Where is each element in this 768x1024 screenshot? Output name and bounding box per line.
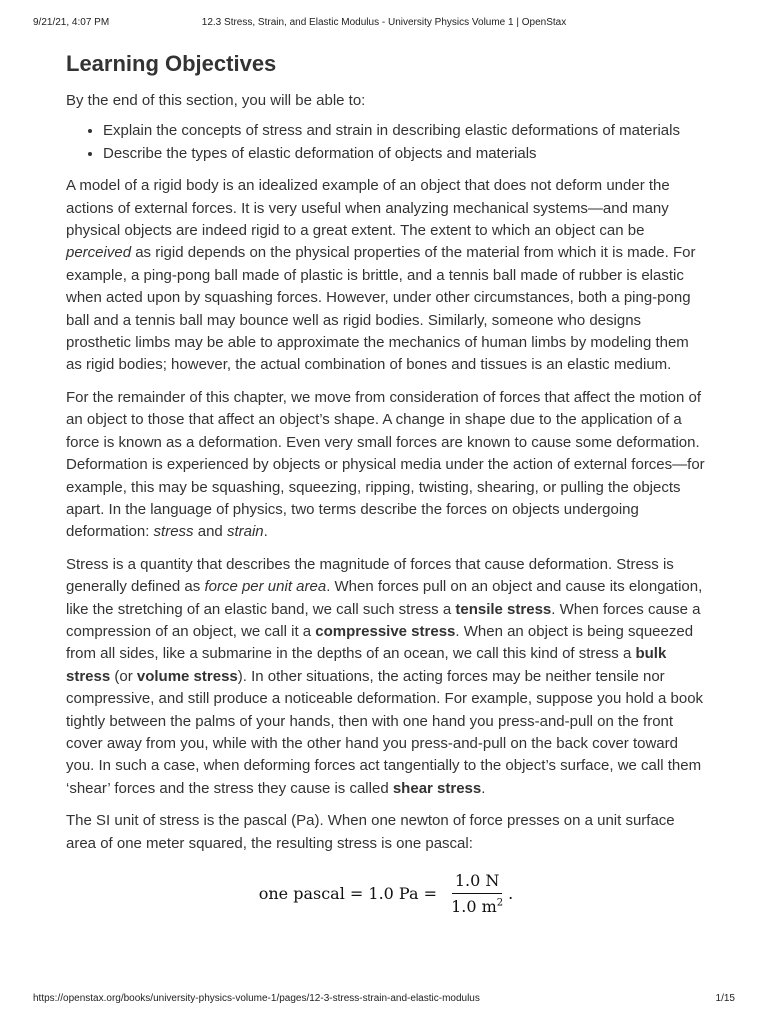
text-run: A model of a rigid body is an idealized example of an object that does not deform under the actions of external forces. It is very useful when analyzing mechanical systems—and many physical objects are indeed rigid to a great extent. The extent to which an object can be — [66, 177, 670, 240]
emphasis-perceived: perceived — [66, 244, 132, 262]
emphasis-strain: strain — [226, 523, 264, 541]
text-run: . — [263, 523, 268, 541]
text-run: Stress is a quantity that describes the magnitude of forces that cause deformation. Stress is generally defined as — [66, 555, 674, 596]
text-run: (or — [110, 667, 137, 685]
paragraph-deformation — [66, 387, 706, 544]
print-page-title: 12.3 Stress, Strain, and Elastic Modulus - University Physics Volume 1 | OpenStax — [201, 17, 567, 28]
page-number: 1/15 — [715, 993, 735, 1004]
paragraph-si-unit: The SI unit of stress is the pascal (Pa). When one newton of force presses on a unit surface area of one meter squared, the resulting stress is one pascal: — [66, 812, 675, 852]
fraction-numerator: 1.0 N — [452, 871, 503, 894]
page-url: https://openstax.org/books/university-physics-volume-1/pages/12-3-stress-strain-and-elastic-modulus — [33, 993, 480, 1004]
fraction-denominator — [448, 894, 506, 916]
learning-objectives-heading: Learning Objectives — [66, 51, 277, 76]
text-run: . When an object is being squeezed from all sides, like a submarine in the depths of an ocean, we call this kind of stress a — [66, 622, 694, 663]
denominator-exponent: 2 — [496, 897, 504, 909]
objective-item: • Describe the types of elastic deformation of objects and materials — [103, 143, 706, 165]
text-run: ). In other situations, the acting forces may be neither tensile nor compressive, and still produce a noticeable deformation. For example, suppose you hold a book tightly between the palms of your hands, then with one hand you press-and-pull on the front cover away from you, while with the other hand you press-and-pull on the back cover toward you. In such a case, when deforming forces act tangentially to the object’s surface, we call them ‘shear’ forces and the stress they cause is called — [66, 667, 704, 797]
objective-item: • Explain the concepts of stress and strain in describing elastic deformations of materials — [103, 120, 706, 142]
print-footer — [33, 993, 735, 1007]
paragraph-rigid-body — [66, 175, 706, 377]
term-tensile-stress: tensile stress — [455, 600, 552, 618]
text-run: . When forces cause a compression of an object, we call it a — [66, 600, 701, 640]
text-run: For the remainder of this chapter, we move from consideration of forces that affect the motion of an object to those that affect an object’s shape. A change in shape due to the application of a force is known as a deformation. Even very small forces are known to cause some deformation. Deformation is experienced by objects or physical media under the action of external forces—for example, this may be squashing, squeezing, ripping, twisting, shearing, or pulling the objects apart. In the language of physics, two terms describe the forces on objects undergoing deformation: — [66, 388, 705, 541]
denominator-base: 1.0 m — [451, 897, 497, 916]
text-run: as rigid depends on the physical properties of the material from which it is made. For example, a ping-pong ball made of plastic is brittle, and a tennis ball made of rubber is elastic when acted upon by squashing forces. However, under other circumstances, both a ping-pong ball and a tennis ball may bounce well as rigid bodies. Similarly, someone who designs prosthetic limbs may be able to approximate the mechanics of human limbs by modeling them as rigid bodies; however, the actual combination of bones and tissues is an elastic medium. — [66, 244, 696, 374]
text-run: and — [193, 523, 227, 541]
pascal-equation — [66, 871, 706, 916]
objectives-list — [66, 120, 706, 165]
equation-period: . — [508, 884, 514, 903]
term-volume-stress: volume stress — [136, 667, 238, 685]
term-compressive-stress: compressive stress — [315, 622, 456, 640]
text-run: . — [481, 779, 486, 797]
term-bulk-stress: bulk stress — [66, 645, 667, 685]
emphasis-force-per-unit-area: force per unit area — [204, 578, 327, 596]
equation-lhs: one pascal = 1.0 Pa = — [258, 884, 443, 903]
objectives-intro: By the end of this section, you will be able to: — [66, 92, 366, 109]
text-run: . When forces pull on an object and cause its elongation, like the stretching of an elastic band, we call such stress a — [66, 578, 703, 618]
print-datetime: 9/21/21, 4:07 PM — [33, 17, 110, 28]
emphasis-stress: stress — [153, 523, 194, 541]
main-content — [66, 50, 706, 916]
equation-fraction — [448, 871, 506, 916]
print-header — [33, 17, 735, 31]
term-shear-stress: shear stress — [392, 779, 482, 797]
paragraph-stress-types — [66, 554, 706, 800]
